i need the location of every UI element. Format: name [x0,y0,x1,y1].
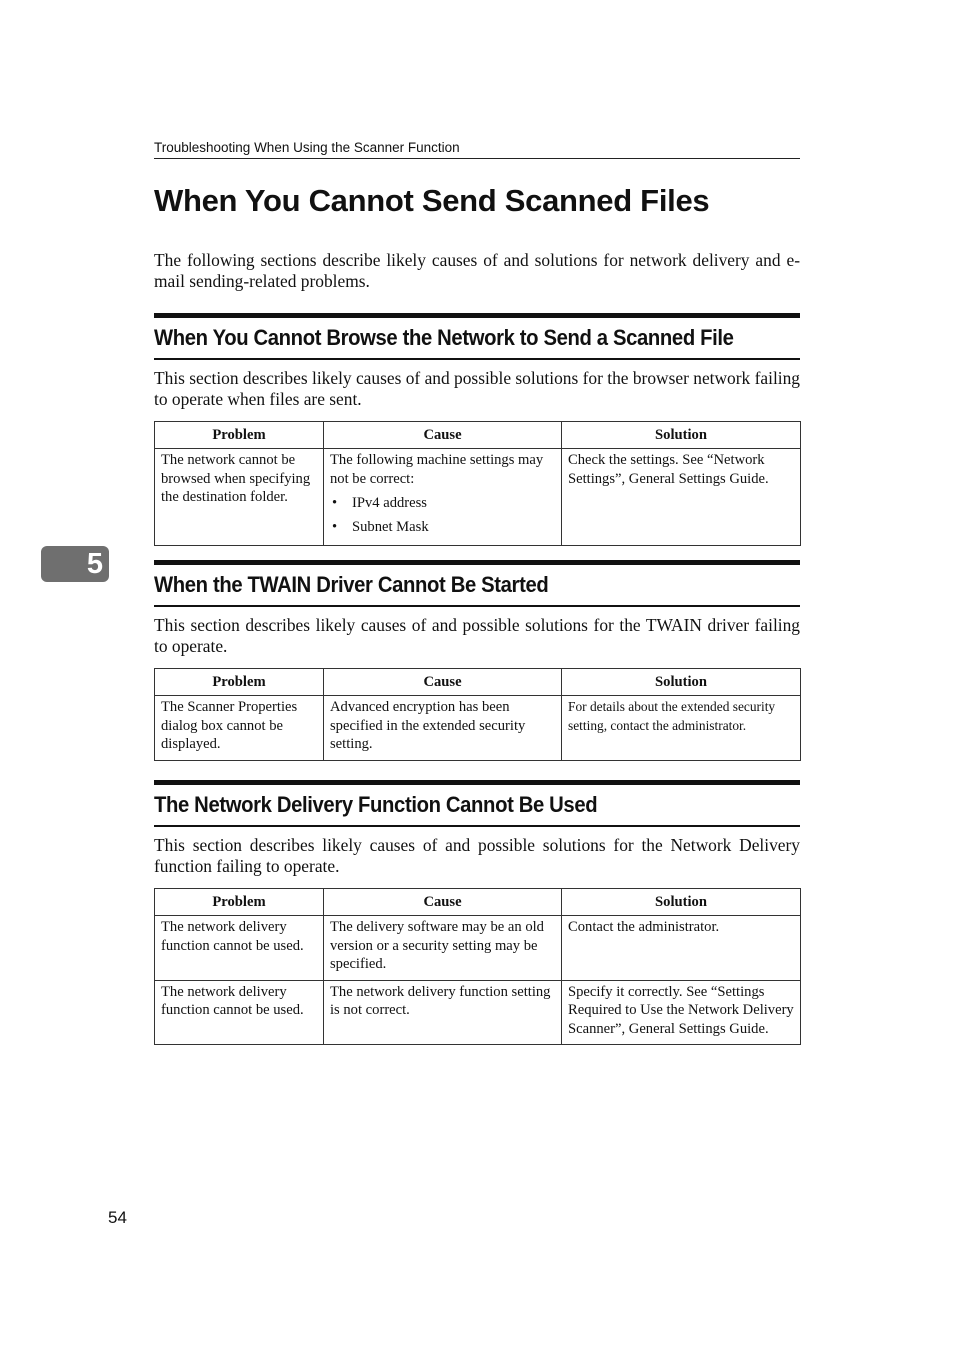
table-row [155,916,801,981]
table-header-row [155,669,801,696]
section-description-twain-driver: This section describes likely causes of and possible solutions for the TWAIN driver failing to operate. [154,615,800,656]
column-header-problem: Problem [155,889,324,916]
column-header-solution: Solution [562,669,801,696]
solution-cell: Specify it correctly. See “Settings Required to Use the Network Delivery Scanner”, General Settings Guide. [562,980,801,1045]
list-item: • Subnet Mask [330,515,556,539]
cause-cell [324,449,562,546]
cause-cell: The delivery software may be an old version or a security setting may be specified. [324,916,562,981]
cause-cell: Advanced encryption has been specified in the extended security setting. [324,696,562,761]
troubleshooting-table-twain-driver [154,668,801,761]
intro-text: The following sections describe likely causes of and solutions for network delivery and e-mail sending-related problems. [154,250,800,291]
table-header-row [155,889,801,916]
column-header-cause: Cause [324,669,562,696]
column-header-cause: Cause [324,889,562,916]
section-description-browse-network: This section describes likely causes of and possible solutions for the browser network failing to operate when files are sent. [154,368,800,409]
running-header: Troubleshooting When Using the Scanner Function [154,139,800,159]
problem-cell: The network cannot be browsed when specifying the destination folder. [155,449,324,546]
section-description-network-delivery: This section describes likely causes of and possible solutions for the Network Delivery function failing to operate. [154,835,800,876]
section-heading-browse-network: When You Cannot Browse the Network to Send a Scanned File [154,313,800,360]
troubleshooting-table-network-delivery [154,888,801,1045]
column-header-solution: Solution [562,889,801,916]
section-heading-twain-driver: When the TWAIN Driver Cannot Be Started [154,560,800,607]
cause-cell: The network delivery function setting is not correct. [324,980,562,1045]
chapter-tab: 5 [41,546,109,582]
column-header-solution: Solution [562,422,801,449]
table-row [155,980,801,1045]
column-header-cause: Cause [324,422,562,449]
problem-cell: The network delivery function cannot be used. [155,916,324,981]
solution-cell: Check the settings. See “Network Settings”, General Settings Guide. [562,449,801,546]
column-header-problem: Problem [155,669,324,696]
problem-cell: The Scanner Properties dialog box cannot be displayed. [155,696,324,761]
problem-cell: The network delivery function cannot be used. [155,980,324,1045]
page-title: When You Cannot Send Scanned Files [154,183,710,218]
section-heading-network-delivery: The Network Delivery Function Cannot Be Used [154,780,800,827]
table-row [155,696,801,761]
cause-text: The following machine settings may not be correct: [330,452,544,487]
cause-list [330,491,556,539]
solution-cell: Contact the administrator. [562,916,801,981]
troubleshooting-table-browse-network [154,421,801,546]
column-header-problem: Problem [155,422,324,449]
page-number: 54 [108,1208,127,1227]
list-item: • IPv4 address [330,491,556,515]
table-row [155,449,801,546]
solution-cell: For details about the extended security setting, contact the administrator. [562,696,801,761]
table-header-row [155,422,801,449]
